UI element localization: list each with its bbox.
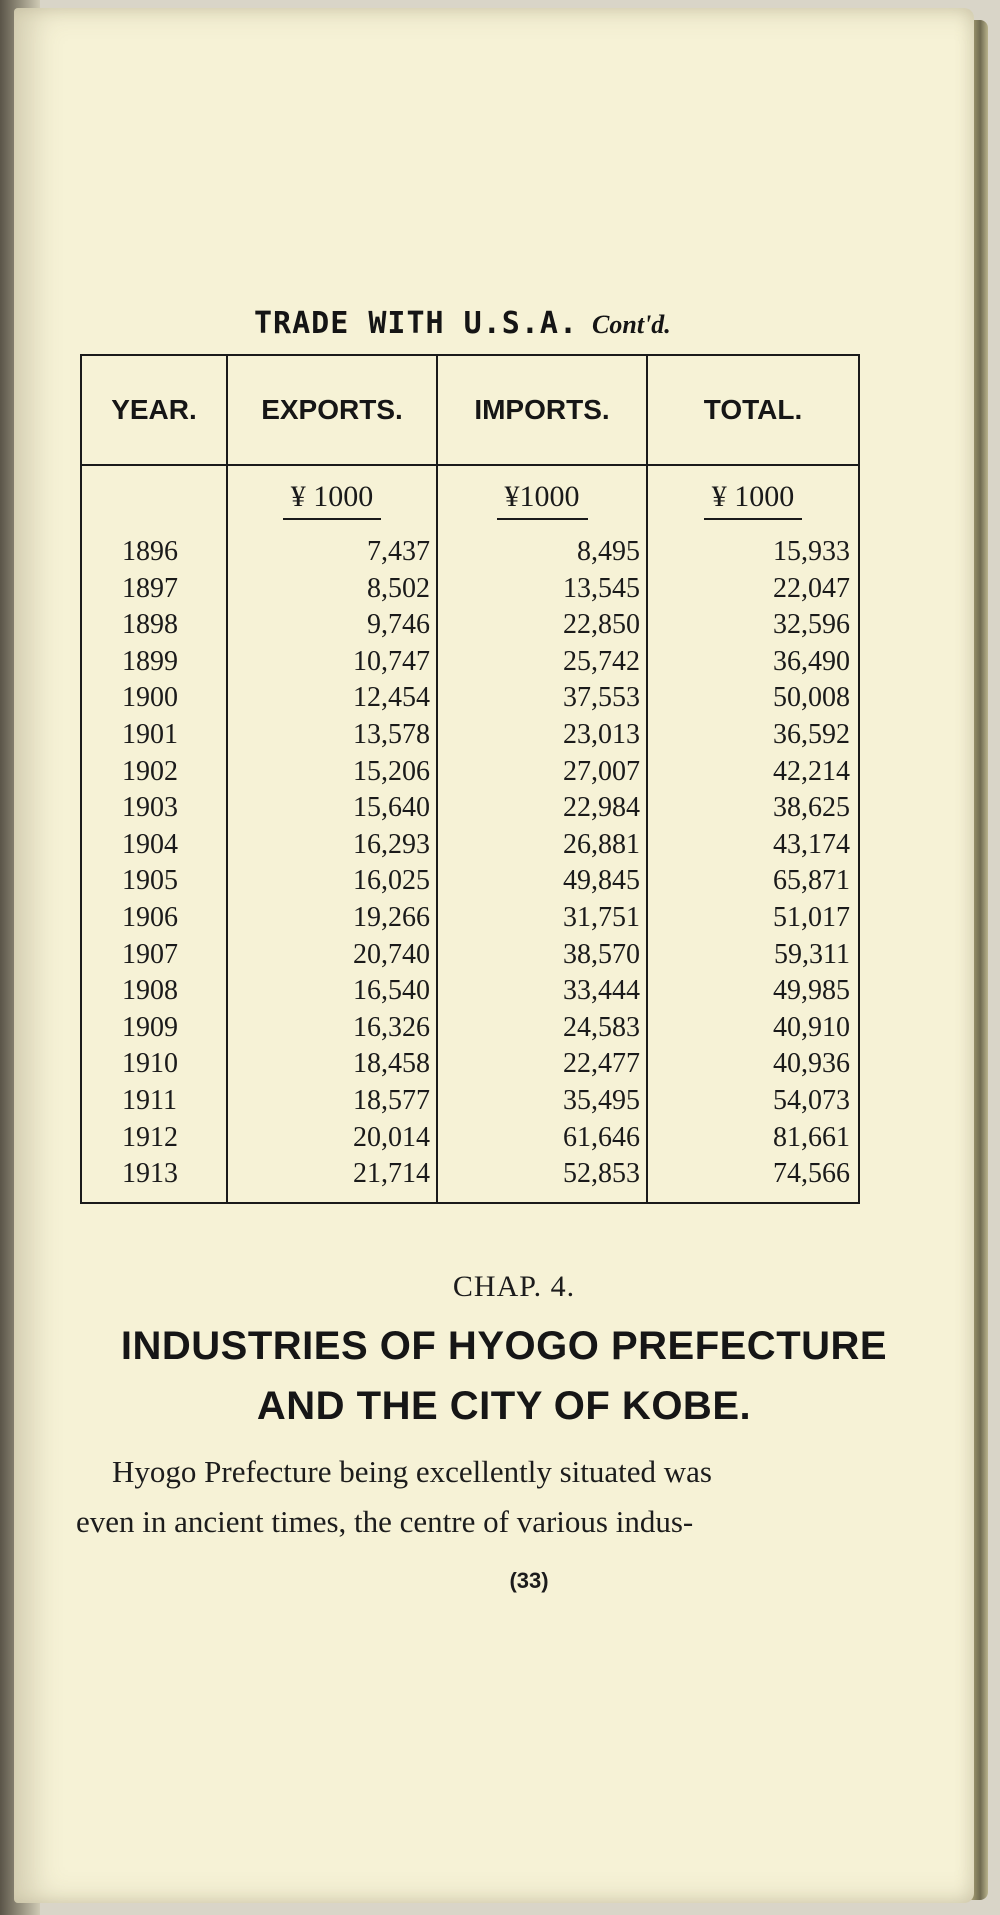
cell-exports: 7,437 bbox=[367, 536, 430, 567]
table-row bbox=[82, 937, 858, 974]
cell-exports: 18,458 bbox=[353, 1048, 430, 1080]
cell-total: 38,625 bbox=[773, 792, 850, 824]
chapter-title-line-2: AND THE CITY OF KOBE. bbox=[256, 1384, 752, 1428]
cell-year: 1907 bbox=[122, 938, 178, 970]
cell-imports: 31,751 bbox=[563, 901, 640, 933]
table-row bbox=[82, 754, 858, 791]
cell-year: 1911 bbox=[122, 1084, 177, 1116]
cell-exports: 18,577 bbox=[353, 1084, 430, 1116]
cell-exports: 8,502 bbox=[367, 572, 430, 604]
cell-exports: 19,266 bbox=[353, 901, 430, 933]
cell-year: 1900 bbox=[122, 682, 178, 714]
cell-exports: 15,206 bbox=[353, 755, 430, 787]
cell-total: 51,017 bbox=[773, 901, 850, 933]
table-header-row bbox=[82, 356, 858, 466]
cell-total: 36,592 bbox=[773, 718, 850, 750]
table-row bbox=[82, 1156, 858, 1193]
cell-total: 81,661 bbox=[773, 1121, 850, 1153]
chapter-title-line-1: INDUSTRIES OF HYOGO PREFECTURE bbox=[120, 1324, 888, 1368]
table-title-suffix: Cont'd. bbox=[592, 310, 671, 339]
cell-imports: 8,495 bbox=[577, 536, 640, 567]
cell-exports: 13,578 bbox=[353, 718, 430, 750]
cell-imports: 26,881 bbox=[563, 828, 640, 860]
chapter-label: CHAP. 4. bbox=[452, 1270, 576, 1303]
header-imports: IMPORTS. bbox=[474, 394, 610, 425]
table-row bbox=[82, 900, 858, 937]
cell-exports: 10,747 bbox=[353, 645, 430, 677]
cell-year: 1896 bbox=[122, 536, 178, 567]
cell-year: 1905 bbox=[122, 865, 178, 897]
table-row bbox=[82, 863, 858, 900]
cell-year: 1904 bbox=[122, 828, 178, 860]
cell-imports: 61,646 bbox=[563, 1121, 640, 1153]
cell-total: 40,910 bbox=[773, 1011, 850, 1043]
body-text-line-1: Hyogo Prefecture being excellently situated was bbox=[112, 1454, 712, 1489]
cell-exports: 16,540 bbox=[353, 975, 430, 1007]
header-year: YEAR. bbox=[111, 394, 197, 425]
cell-exports: 20,740 bbox=[353, 938, 430, 970]
table-row bbox=[82, 790, 858, 827]
cell-imports: 22,984 bbox=[563, 792, 640, 824]
cell-year: 1903 bbox=[122, 792, 178, 824]
table-row bbox=[82, 680, 858, 717]
cell-exports: 20,014 bbox=[353, 1121, 430, 1153]
table-row bbox=[82, 644, 858, 681]
cell-year: 1901 bbox=[122, 718, 178, 750]
unit-imports: ¥1000 bbox=[438, 480, 646, 520]
table-row bbox=[82, 827, 858, 864]
cell-imports: 52,853 bbox=[563, 1158, 640, 1190]
cell-year: 1912 bbox=[122, 1121, 178, 1153]
table-row bbox=[82, 1120, 858, 1157]
cell-total: 42,214 bbox=[773, 755, 850, 787]
cell-year: 1897 bbox=[122, 572, 178, 604]
cell-total: 74,566 bbox=[773, 1158, 850, 1190]
cell-imports: 27,007 bbox=[563, 755, 640, 787]
cell-total: 15,933 bbox=[773, 536, 850, 567]
cell-imports: 38,570 bbox=[563, 938, 640, 970]
cell-total: 32,596 bbox=[773, 609, 850, 641]
cell-imports: 13,545 bbox=[563, 572, 640, 604]
cell-total: 65,871 bbox=[773, 865, 850, 897]
cell-exports: 16,293 bbox=[353, 828, 430, 860]
cell-exports: 16,326 bbox=[353, 1011, 430, 1043]
cell-total: 54,073 bbox=[773, 1084, 850, 1116]
cell-imports: 37,553 bbox=[563, 682, 640, 714]
cell-year: 1913 bbox=[122, 1158, 178, 1190]
page-number: (33) bbox=[509, 1568, 549, 1593]
cell-total: 50,008 bbox=[773, 682, 850, 714]
header-exports: EXPORTS. bbox=[261, 394, 403, 425]
cell-exports: 16,025 bbox=[353, 865, 430, 897]
cell-year: 1906 bbox=[122, 901, 178, 933]
cell-total: 43,174 bbox=[773, 828, 850, 860]
header-total: TOTAL. bbox=[703, 394, 803, 425]
table-row bbox=[82, 973, 858, 1010]
cell-total: 22,047 bbox=[773, 572, 850, 604]
table-row bbox=[82, 607, 858, 644]
cell-exports: 12,454 bbox=[353, 682, 430, 714]
cell-imports: 49,845 bbox=[563, 865, 640, 897]
table-row bbox=[82, 1046, 858, 1083]
table-title-text: TRADE WITH U.S.A. bbox=[254, 306, 579, 341]
unit-exports: ¥ 1000 bbox=[228, 480, 436, 520]
cell-exports: 21,714 bbox=[353, 1158, 430, 1190]
cell-imports: 22,850 bbox=[563, 609, 640, 641]
cell-exports: 15,640 bbox=[353, 792, 430, 824]
table-row bbox=[82, 534, 858, 571]
body-text-line-2: even in ancient times, the centre of various indus- bbox=[76, 1504, 694, 1539]
cell-imports: 24,583 bbox=[563, 1011, 640, 1043]
trade-table bbox=[80, 354, 860, 1204]
book-page bbox=[14, 8, 974, 1903]
cell-year: 1910 bbox=[122, 1048, 178, 1080]
cell-imports: 22,477 bbox=[563, 1048, 640, 1080]
table-title bbox=[254, 306, 774, 341]
cell-total: 36,490 bbox=[773, 645, 850, 677]
table-body bbox=[82, 534, 858, 1193]
unit-total: ¥ 1000 bbox=[648, 480, 858, 520]
cell-total: 40,936 bbox=[773, 1048, 850, 1080]
table-row bbox=[82, 717, 858, 754]
cell-imports: 33,444 bbox=[563, 975, 640, 1007]
table-row bbox=[82, 1010, 858, 1047]
table-row bbox=[82, 1083, 858, 1120]
cell-year: 1908 bbox=[122, 975, 178, 1007]
cell-year: 1902 bbox=[122, 755, 178, 787]
cell-year: 1898 bbox=[122, 609, 178, 641]
cell-year: 1909 bbox=[122, 1011, 178, 1043]
cell-imports: 35,495 bbox=[563, 1084, 640, 1116]
cell-total: 59,311 bbox=[774, 938, 850, 970]
table-row bbox=[82, 571, 858, 608]
cell-year: 1899 bbox=[122, 645, 178, 677]
cell-imports: 25,742 bbox=[563, 645, 640, 677]
cell-total: 49,985 bbox=[773, 975, 850, 1007]
cell-exports: 9,746 bbox=[367, 609, 430, 641]
cell-imports: 23,013 bbox=[563, 718, 640, 750]
